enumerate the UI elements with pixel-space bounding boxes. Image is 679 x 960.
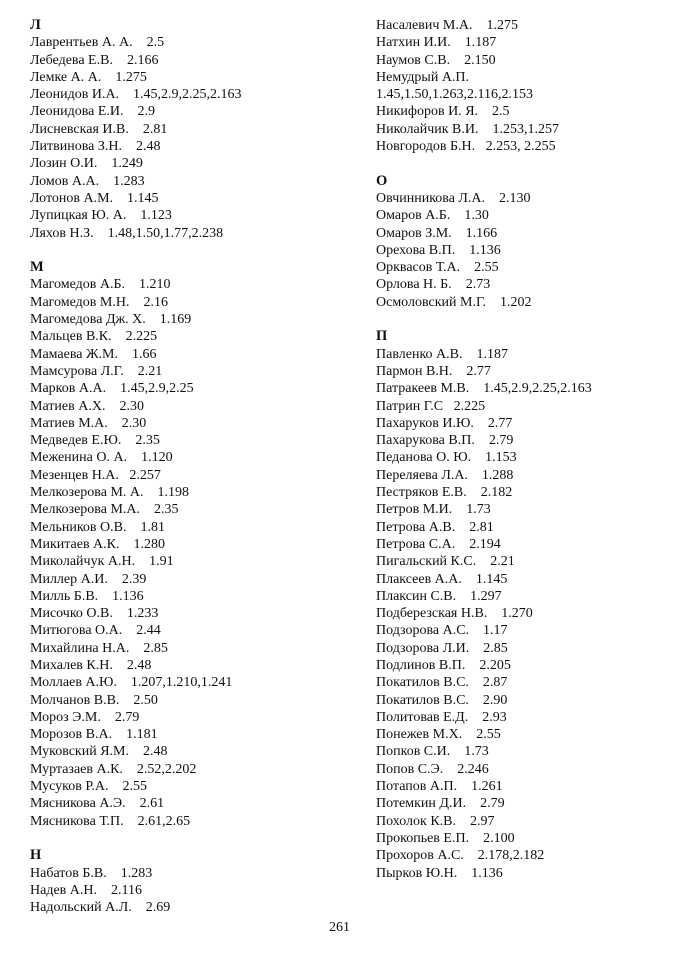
index-entry: Милль Б.В. 1.136: [30, 588, 144, 604]
index-entry: Лотонов А.М. 1.145: [30, 190, 159, 206]
index-column-right: [376, 17, 672, 882]
index-entry: Переляева Л.А. 1.288: [376, 467, 514, 483]
index-entry: Пестряков Е.В. 2.182: [376, 485, 513, 501]
index-entry: Пахарукова В.П. 2.79: [376, 433, 514, 449]
index-entry: Миллер А.И. 2.39: [30, 571, 147, 587]
index-entry: Лаврентьев А. А. 2.5: [30, 35, 165, 51]
index-entry: Насалевич М.А. 1.275: [376, 18, 518, 33]
index-entry: Леонидова Е.И. 2.9: [30, 104, 156, 120]
index-entry: Ляхов Н.З. 1.48,1.50,1.77,2.238: [30, 225, 224, 241]
index-entry: Петрова А.В. 2.81: [376, 519, 494, 535]
index-entry: Муртазаев А.К. 2.52,2.202: [30, 761, 197, 777]
index-entry: Попков С.И. 1.73: [376, 744, 489, 760]
index-entry: Пахаруков И.Ю. 2.77: [376, 415, 513, 431]
page-number: 261: [329, 920, 350, 935]
index-entry: Покатилов В.С. 2.90: [376, 692, 508, 708]
index-entry: Надев А.Н. 2.116: [30, 882, 142, 898]
section-spacer: [376, 311, 672, 328]
index-entry: Орлова Н. Б. 2.73: [376, 277, 491, 293]
index-entry: Пармон В.Н. 2.77: [376, 363, 491, 379]
index-entry: Омаров А.Б. 1.30: [376, 208, 489, 224]
index-entry: Попов С.Э. 2.246: [376, 761, 489, 777]
index-entry: Наумов С.В. 2.150: [376, 52, 496, 68]
index-entry: Орквасов Т.А. 2.55: [376, 260, 499, 276]
section-letter-heading: Л: [30, 17, 41, 33]
index-entry: Митюгова О.А. 2.44: [30, 623, 161, 639]
index-entry: Муковский Я.М. 2.48: [30, 744, 168, 760]
index-entry: Подберезская Н.В. 1.270: [376, 606, 533, 622]
index-entry: Набатов Б.В. 1.283: [30, 865, 153, 881]
index-entry: Никифоров И. Я. 2.5: [376, 104, 510, 120]
index-entry: Николайчик В.И. 1.253,1.257: [376, 121, 559, 137]
index-entry: Лебедева Е.В. 2.166: [30, 52, 159, 68]
index-entry: Магомедова Дж. Х. 1.169: [30, 312, 192, 328]
index-entry: Новгородов Б.Н. 2.253, 2.255: [376, 139, 556, 155]
index-entry: Мелкозерова М.А. 2.35: [30, 502, 179, 518]
index-entry: Мясникова Т.П. 2.61,2.65: [30, 813, 191, 829]
section-letter-heading: П: [376, 328, 388, 345]
index-entry: Магомедов М.Н. 2.16: [30, 294, 168, 310]
index-entry: Орехова В.П. 1.136: [376, 242, 501, 258]
index-entry: Покатилов В.С. 2.87: [376, 675, 508, 691]
index-entry: Мамаева Ж.М. 1.66: [30, 346, 157, 362]
index-entry: Плаксеев А.А. 1.145: [376, 571, 508, 587]
index-entry: Литвинова З.Н. 2.48: [30, 139, 161, 155]
index-entry: Микитаев А.К. 1.280: [30, 536, 166, 552]
index-entry: Морозов В.А. 1.181: [30, 727, 158, 743]
index-entry: Михалев К.Н. 2.48: [30, 657, 152, 673]
index-entry: Мамсурова Л.Г. 2.21: [30, 363, 163, 379]
index-entry: Потемкин Д.И. 2.79: [376, 796, 505, 812]
index-entry: Мелкозерова М. А. 1.198: [30, 485, 189, 501]
index-entry: Лемке А. А. 1.275: [30, 69, 147, 85]
section-letter-heading: М: [30, 259, 44, 276]
index-entry: Овчинникова Л.А. 2.130: [376, 190, 531, 206]
index-entry: Мисочко О.В. 1.233: [30, 606, 159, 622]
index-entry: Петров М.И. 1.73: [376, 502, 491, 518]
index-entry: Пырков Ю.Н. 1.136: [376, 865, 503, 881]
index-entry: Пигальский К.С. 2.21: [376, 554, 515, 570]
section-spacer: [30, 242, 340, 259]
index-entry: Матиев А.Х. 2.30: [30, 398, 144, 414]
index-entry: Немудрый А.П.: [376, 69, 470, 85]
index-entry: Михайлина Н.А. 2.85: [30, 640, 168, 656]
index-entry: Патрин Г.С 2.225: [376, 398, 486, 414]
index-entry: Медведев Е.Ю. 2.35: [30, 433, 160, 449]
index-entry: Молчанов В.В. 2.50: [30, 692, 158, 708]
index-entry: Мезенцев Н.А. 2.257: [30, 467, 161, 483]
index-entry: Осмоловский М.Г. 1.202: [376, 294, 532, 310]
index-entry: Патракеев М.В. 1.45,2.9,2.25,2.163: [376, 381, 592, 397]
index-entry: Мальцев В.К. 2.225: [30, 329, 158, 345]
index-entry: Омаров З.М. 1.166: [376, 225, 498, 241]
index-entry: Подзорова А.С. 1.17: [376, 623, 508, 639]
section-spacer: [376, 155, 672, 172]
index-entry: Надольский А.Л. 2.69: [30, 900, 171, 916]
index-entry: Ломов А.А. 1.283: [30, 173, 145, 189]
index-entry: Магомедов А.Б. 1.210: [30, 277, 171, 293]
index-entry: Мороз Э.М. 2.79: [30, 709, 140, 725]
index-entry: Моллаев А.Ю. 1.207,1.210,1.241: [30, 675, 233, 691]
index-entry: Прокопьев Е.П. 2.100: [376, 830, 515, 846]
index-entry: Мусуков Р.А. 2.55: [30, 779, 147, 795]
index-entry: Марков А.А. 1.45,2.9,2.25: [30, 381, 194, 397]
index-column-left: [30, 17, 340, 916]
index-entry: Педанова О. Ю. 1.153: [376, 450, 517, 466]
index-entry: Прохоров А.С. 2.178,2.182: [376, 848, 545, 864]
index-entry: Понежев М.Х. 2.55: [376, 727, 501, 743]
index-entry: Мясникова А.Э. 2.61: [30, 796, 165, 812]
index-entry: 1.45,1.50,1.263,2.116,2.153: [376, 87, 533, 103]
index-entry: Подзорова Л.И. 2.85: [376, 640, 508, 656]
section-letter-heading: Н: [30, 847, 42, 864]
index-entry: Миколайчук А.Н. 1.91: [30, 554, 174, 570]
index-entry: Лисневская И.В. 2.81: [30, 121, 168, 137]
index-entry: Подлинов В.П. 2.205: [376, 657, 511, 673]
section-letter-heading: О: [376, 172, 388, 189]
index-entry: Петрова С.А. 2.194: [376, 536, 501, 552]
index-entry: Лозин О.И. 1.249: [30, 156, 143, 172]
index-entry: Политовав Е.Д. 2.93: [376, 709, 507, 725]
index-entry: Леонидов И.А. 1.45,2.9,2.25,2.163: [30, 87, 242, 103]
index-entry: Мельников О.В. 1.81: [30, 519, 165, 535]
index-entry: Натхин И.И. 1.187: [376, 35, 497, 51]
index-entry: Похолок К.В. 2.97: [376, 813, 495, 829]
index-entry: Потапов А.П. 1.261: [376, 779, 503, 795]
index-entry: Меженина О. А. 1.120: [30, 450, 173, 466]
section-spacer: [30, 830, 340, 847]
index-entry: Плаксин С.В. 1.297: [376, 588, 502, 604]
index-entry: Павленко А.В. 1.187: [376, 346, 508, 362]
index-entry: Лупицкая Ю. А. 1.123: [30, 208, 172, 224]
index-entry: Матиев М.А. 2.30: [30, 415, 147, 431]
